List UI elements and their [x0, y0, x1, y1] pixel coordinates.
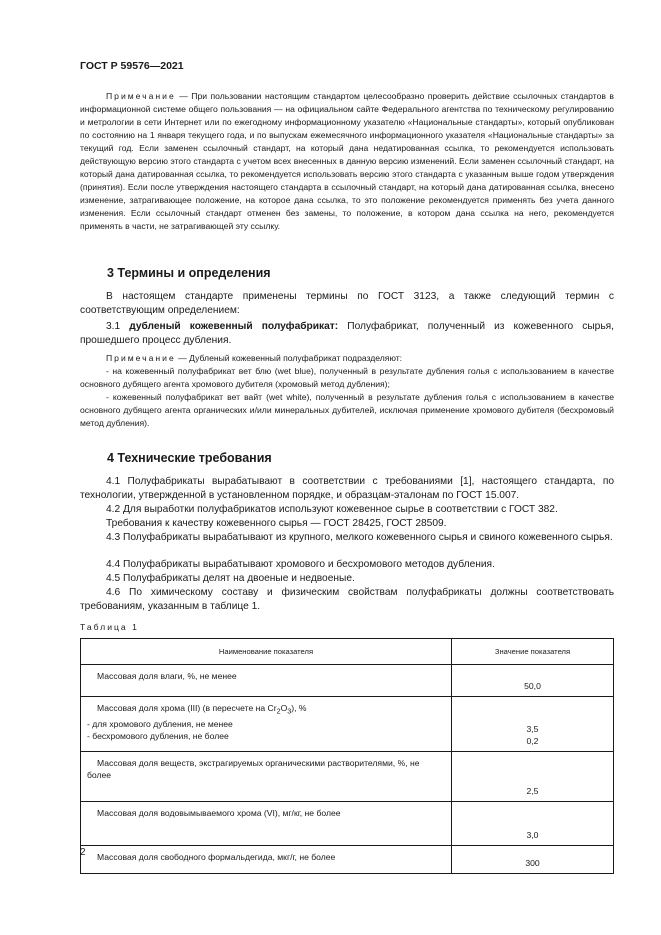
section-3-heading: 3 Термины и определения [107, 266, 271, 280]
row-name: Массовая доля свободного формальдегида, мкг/г, не более [81, 846, 452, 874]
chromium-label [87, 702, 445, 718]
para-4-1: 4.1 Полуфабрикаты вырабатывают в соответствии с требованиями [1], настоящего стандарта, по технологии, утвержденной в установленном порядке, и образцам-эталонам по ГОСТ 15.007. [80, 476, 614, 501]
note-label: Примечание [106, 91, 176, 101]
para-4-3: 4.3 Полуфабрикаты вырабатывают из крупного, мелкого кожевенного сырья и свиного кожевенного сырья. [106, 532, 613, 543]
chromium-sub-2: 3 [287, 707, 292, 716]
chromium-label-a: Массовая доля хрома (III) (в пересчете на Cr [97, 703, 277, 713]
table-caption: Таблица 1 [80, 622, 139, 632]
row-name: Массовая доля водовымываемого хрома (VI), мг/кг, не более [81, 802, 452, 846]
chromium-line-chromefree: - бесхромового дубления, не более [87, 730, 229, 741]
row-value: 300 [452, 846, 614, 874]
row-value [452, 697, 614, 752]
table-row [81, 846, 614, 874]
term-note-item-2: - кожевенный полуфабрикат вет вайт (wet white), полученный в результате дубления голья с использованием в качестве основного дубящего агента органических и/или минеральных дубителей, исключая применение хромового дубителя (бесхромовый метод дубления). [80, 392, 614, 428]
note-references [80, 90, 614, 233]
column-header-value: Значение показателя [452, 639, 614, 665]
chromium-sub-1: 2 [276, 707, 281, 716]
table-header-row [81, 639, 614, 665]
term-definition [80, 320, 614, 348]
chromium-line-chrome: - для хромового дубления, не менее [87, 718, 233, 729]
para-4-2b: Требования к качеству кожевенного сырья — ГОСТ 28425, ГОСТ 28509. [106, 518, 447, 529]
table-row [81, 697, 614, 752]
term-name: дубленый кожевенный полуфабрикат: [129, 321, 339, 332]
value-chromefree: 0,2 [526, 736, 539, 746]
chromium-label-o: O [280, 703, 288, 713]
page-number: 2 [80, 847, 86, 858]
table-row [81, 665, 614, 697]
document-header: ГОСТ Р 59576—2021 [80, 60, 184, 72]
para-4-4: 4.4 Полуфабрикаты вырабатывают хромового и бесхромового методов дубления. [106, 559, 495, 570]
term-note-text: — Дубленый кожевенный полуфабрикат подразделяют: [175, 353, 403, 363]
para-4-6: 4.6 По химическому составу и физическим свойствам полуфабрикаты должны соответствовать требованиям, указанным в таблице 1. [80, 587, 614, 612]
term-number: 3.1 [106, 321, 130, 332]
term-note-label: Примечание [106, 353, 176, 363]
term-note-item-1: - на кожевенный полуфабрикат вет блю (wet blue), полученный в результате дубления голья с использованием в качестве основного дубящего агента хромового дубителя (хромовый метод дубления); [80, 366, 614, 389]
note-text: — При пользовании настоящим стандартом целесообразно проверить действие ссылочных стандартов в информационной системе общего пользования — на официальном сайте Федерального агентства по техническому регулированию и метрологии в сети Интернет или по ежегодному информационному указателю «Национальные стандарты», который опубликован по состоянию на 1 января текущего года, и по выпускам ежемесячного информационного указателя «Национальные стандарты» за текущий год. Если заменен ссылочный стандарт, на который дана недатированная ссылка, то рекомендуется использовать действующую версию этого стандарта с учетом всех внесенных в данную версию изменений. Если заменен ссылочный стандарт, на который дана датированная ссылка, то рекомендуется использовать версию этого стандарта с указанным выше годом утверждения (принятия). Если после утверждения настоящего стандарта в ссылочный стандарт, на который дана датированная ссылка, внесено изменение, затрагивающее положение, на которое дана ссылка, то это положение рекомендуется применять без учета данного изменения. Если ссылочный стандарт отменен без замены, то положение, в котором дана ссылка на него, рекомендуется применять в части, не затрагивающей эту ссылку. [80, 91, 614, 231]
para-4-5: 4.5 Полуфабрикаты делят на двоеные и недвоеные. [106, 573, 355, 584]
row-name: Массовая доля влаги, %, не менее [81, 665, 452, 697]
row-value: 50,0 [452, 665, 614, 697]
section-4-heading: 4 Технические требования [107, 451, 272, 465]
table-row [81, 802, 614, 846]
column-header-name: Наименование показателя [81, 639, 452, 665]
table-row [81, 752, 614, 802]
term-note [80, 352, 614, 365]
row-name [81, 697, 452, 752]
chromium-label-b: ), % [291, 703, 307, 713]
para-4-2: 4.2 Для выработки полуфабрикатов используют кожевенное сырье в соответствии с ГОСТ 382. [106, 504, 558, 515]
section-3-intro: В настоящем стандарте применены термины по ГОСТ 3123, а также следующий термин с соответствующим определением: [80, 291, 614, 316]
row-value: 3,0 [452, 802, 614, 846]
term-text: Полуфабрикат, полученный из кожевенного сырья, прошедшего процесс дубления. [80, 321, 614, 346]
row-value: 2,5 [452, 752, 614, 802]
table-1 [80, 638, 614, 874]
row-name: Массовая доля веществ, экстрагируемых органическими растворителями, %, не более [81, 752, 452, 802]
value-chrome: 3,5 [526, 724, 539, 734]
